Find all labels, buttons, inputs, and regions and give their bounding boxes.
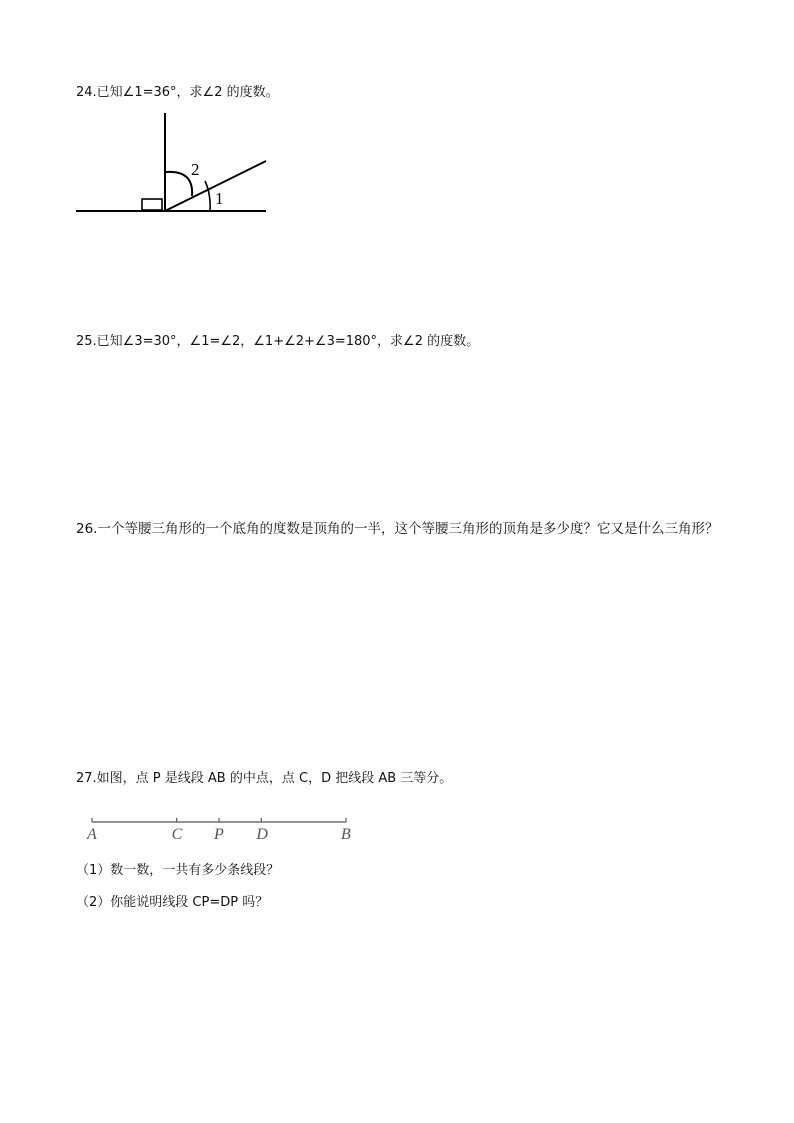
angle-2-arc — [166, 172, 192, 196]
question-25-text: 25.已知∠3=30°，∠1=∠2，∠1+∠2+∠3=180°，求∠2 的度数。 — [76, 334, 480, 349]
point-label-A: A — [87, 826, 97, 843]
point-label-B: B — [341, 826, 351, 843]
question-27-sub2: （2）你能说明线段 CP=DP 吗？ — [76, 895, 269, 910]
question-24-text: 24.已知∠1=36°，求∠2 的度数。 — [76, 85, 279, 100]
angle-2-label: 2 — [191, 160, 200, 179]
question-27-sub1: （1）数一数，一共有多少条线段？ — [76, 863, 280, 878]
point-label-P: P — [214, 826, 224, 843]
question-27-figure — [80, 810, 370, 846]
point-label-D: D — [256, 826, 268, 843]
question-24-figure — [70, 108, 280, 220]
angle-1-arc — [205, 181, 210, 211]
angle-1-label: 1 — [215, 189, 224, 208]
point-label-C: C — [171, 826, 183, 843]
right-angle-mark — [142, 199, 162, 210]
question-26-text: 26.一个等腰三角形的一个底角的度数是顶角的一半，这个等腰三角形的顶角是多少度？它又是什么三角形？ — [76, 521, 719, 537]
question-27-text: 27.如图，点 P 是线段 AB 的中点，点 C，D 把线段 AB 三等分。 — [76, 771, 453, 786]
